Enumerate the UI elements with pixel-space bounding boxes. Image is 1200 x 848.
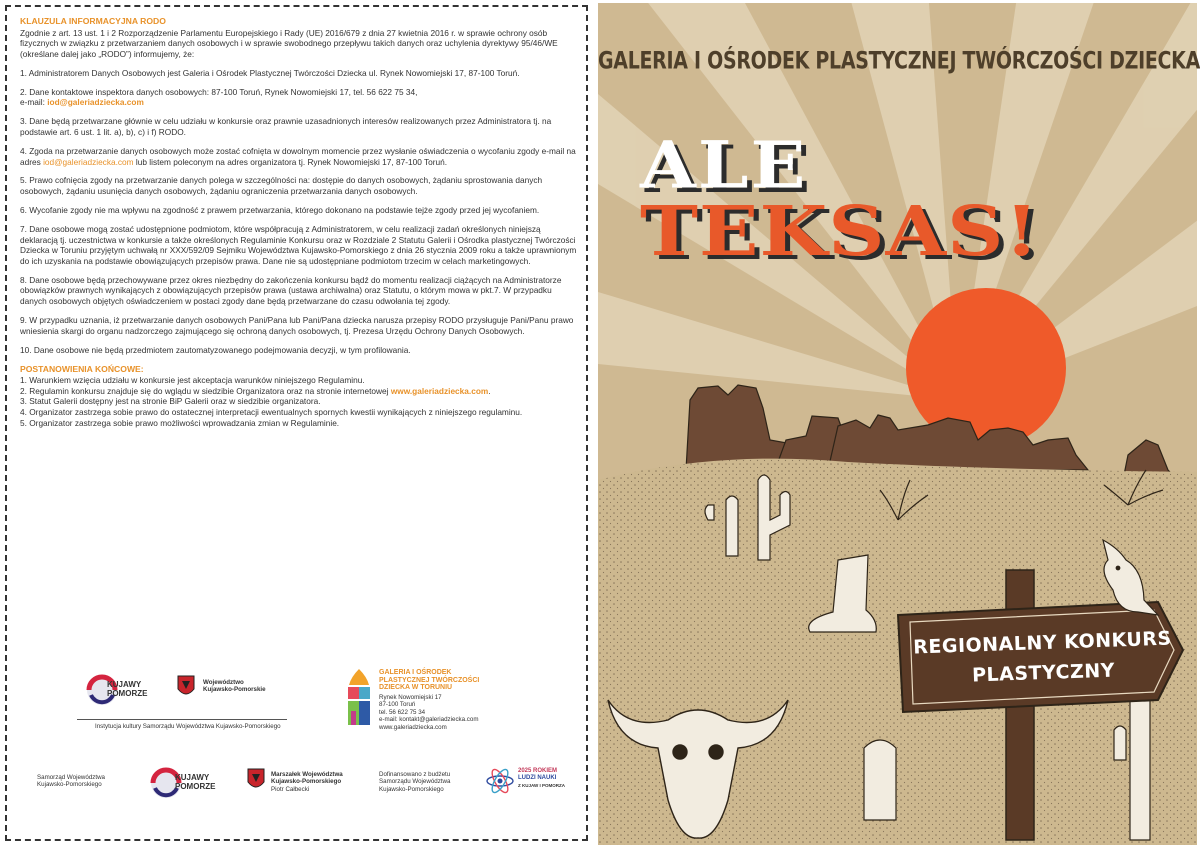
rodo-p3: 3. Dane będą przetwarzane głównie w celu udziału w konkursie oraz prawnie uzasadnionych interesów realizowanych przez Administratora tj. na podstawie art. 6 ust. 1 lit. a), b), c) i f) RODO. — [20, 116, 552, 137]
iod-email-link-2[interactable]: iod@galeriadziecka.com — [43, 156, 134, 167]
atom-icon — [485, 766, 515, 796]
rodo-p8: 8. Dane osobowe będą przechowywane przez okres niezbędny do zakończenia konkursu bądź do momentu realizacji ciążących na Administratorze obowiązków prawnych wynikających z obowiązujących przepisów prawa (ustawa archiwalna) oraz Statutu, o którym mowa w pkt.7. W przypadku danych osobowych objętych oświadczeniem w postaci zgody dane będą przetwarzane do czasu odwołania tej zgody. — [20, 274, 562, 306]
logo-divider — [77, 719, 287, 720]
voivodeship-crest-icon — [177, 675, 195, 699]
gal-tel: tel. 56 622 75 34 — [379, 708, 426, 716]
gal-addr-2: 87-100 Toruń — [379, 701, 416, 709]
rodo-p2-email-label: e-mail: — [20, 97, 48, 108]
rodo-p2 — [20, 87, 580, 108]
woj-line-2: Kujawsko-Pomorskie — [203, 686, 266, 694]
rodo-intro: Zgodnie z art. 13 ust. 1 i 2 Rozporządzenie Parlamentu Europejskiego i Rady (UE) 2016/679 z dnia 27 kwietnia 2016 r. w sprawie ochrony osób fizycznych w związku z przetwarzaniem danych osobowych i w sprawie swobodnego przepływu takich danych oraz uchylenia dyrektywy 95/46/WE (określane dalej jako „RODO”) informujemy, że: — [20, 27, 558, 59]
term-2-text: 2. Regulamin konkursu znajduje się do wglądu w siedzibie Organizatora oraz na stronie internetowej — [20, 385, 391, 396]
kp-logo-2-text — [175, 773, 215, 791]
logos-row-2 — [37, 762, 587, 812]
rok-2: LUDZI NAUKI — [518, 775, 557, 781]
contest-sign — [897, 623, 1189, 693]
rodo-heading: KLAUZULA INFORMACYJNA RODO — [20, 16, 166, 26]
marszalek-1: Marszałek Województwa — [271, 771, 343, 778]
marszalek-2: Kujawsko-Pomorskiego — [271, 778, 342, 786]
gal-www[interactable]: www.galeriadziecka.com — [379, 723, 447, 731]
kp2-line-1: KUJAWY — [175, 773, 210, 782]
voivodeship-label — [203, 679, 266, 694]
headline-ale: ALE — [640, 126, 808, 203]
kp-logo-text — [107, 680, 147, 698]
iod-email-link[interactable]: iod@galeriadziecka.com — [47, 97, 144, 108]
term-3: 3. Statut Galerii dostępny jest na stronie BiP Galerii oraz w siedzibie organizatora. — [20, 396, 321, 407]
samorzad-1: Samorząd Województwa — [37, 774, 105, 781]
kp-line-2: POMORZE — [107, 689, 148, 698]
headline-teksas: TEKSAS! — [640, 191, 1040, 272]
rok-3: Z KUJAW I POMORZA — [518, 783, 565, 788]
samorzad-label — [37, 774, 105, 789]
dofin-3: Kujawsko-Pomorskiego — [379, 785, 444, 793]
woj-line-1: Województwo — [203, 679, 244, 686]
sign-line-1: REGIONALNY KONKURS — [912, 627, 1173, 659]
gal-email[interactable]: e-mail: kontakt@galeriadziecka.com — [379, 716, 479, 724]
term-2 — [20, 386, 580, 397]
rok-1: 2025 ROKIEM — [518, 768, 558, 774]
kp-line-1: KUJAWY — [107, 680, 142, 689]
rodo-p4 — [20, 146, 580, 167]
gallery-address — [379, 694, 478, 731]
science-year-label — [518, 768, 565, 790]
rodo-panel — [5, 5, 588, 841]
rodo-p5: 5. Prawo cofnięcia zgody na przetwarzanie danych polega w szczególności na: dostępie do danych osobowych, żądaniu sprostowania danych osobowych, żądaniu usunięcia danych osobowych, żądaniu ograniczenia przetwarzania danych osobowych. — [20, 175, 543, 197]
rodo-p2-text: 2. Dane kontaktowe inspektora danych osobowych: 87-100 Toruń, Rynek Nowomiejski 17, tel. 56 622 75 34, — [20, 86, 418, 97]
rodo-p4-text-2: lub listem poleconym na adres organizatora tj. Rynek Nowomiejski 17, 87-100 Toruń. — [133, 156, 448, 167]
marszalek-3: Piotr Całbecki — [271, 785, 310, 793]
gal-name-3: DZIECKA W TORUNIU — [379, 684, 453, 692]
gal-name-2: PLASTYCZNEJ TWÓRCZOŚCI — [379, 676, 480, 684]
term-2-end: . — [488, 385, 491, 396]
gal-addr-1: Rynek Nowomiejski 17 — [379, 694, 442, 701]
dofin-2: Samorządu Województwa — [379, 778, 451, 786]
gallery-logo-icon — [345, 667, 373, 729]
gal-name-1: GALERIA I OŚRODEK — [379, 669, 452, 676]
rodo-p7: 7. Dane osobowe mogą zostać udostępnione podmiotom, które współpracują z Administratorem, w celu realizacji zadań określonych niniejszą deklaracją tj. uczestnictwa w konkursie a także określonych Regulaminie Konkursu oraz w Rozdziale 2 Statutu Galerii i Ośrodka plastycznej Twórczości Dziecka w Toruniu przyjętym uchwałą nr XXX/592/09 Sejmiku Województwa Kujawsko-Pomorskiego z dnia 26 stycznia 2009 roku a także uprawnionym do ich uzyskania na podstawie obowiązujących przepisów prawa. Dane nie są udostępniane podmiotom trzecim w celach marketingowych. — [20, 224, 577, 266]
terms-heading: POSTANOWIENIA KOŃCOWE: — [20, 363, 144, 374]
gallery-title: GALERIA I OŚRODEK PLASTYCZNEJ TWÓRCZOŚCI DZIECKA — [598, 47, 1200, 75]
final-terms — [20, 364, 580, 429]
instytucja-label: Instytucja kultury Samorządu Województwa Kujawsko-Pomorskiego — [95, 723, 281, 730]
marshal-label — [271, 771, 343, 793]
rodo-p6: 6. Wycofanie zgody nie ma wpływu na zgodność z prawem przetwarzania, którego dokonano na podstawie tejże zgody przed jej wycofaniem. — [20, 205, 540, 216]
term-1: 1. Warunkiem wzięcia udziału w konkursie jest akceptacja warunków niniejszego Regulaminu. — [20, 375, 365, 386]
term-4: 4. Organizator zastrzega sobie prawo do ostatecznej interpretacji ewentualnych spornych kwestii wynikających z niniejszego regulaminu. — [20, 406, 523, 417]
gallery-name — [379, 669, 479, 692]
rodo-p10: 10. Dane osobowe nie będą przedmiotem zautomatyzowanego podejmowania decyzji, w tym profilowania. — [20, 344, 411, 355]
sign-line-2: PLASTYCZNY — [971, 659, 1116, 687]
website-link[interactable]: www.galeriadziecka.com — [390, 385, 489, 396]
kp2-line-2: POMORZE — [175, 782, 216, 791]
dofin-1: Dofinansowano z budżetu — [379, 771, 451, 778]
logos-row-1 — [77, 667, 577, 737]
rodo-p9: 9. W przypadku uznania, iż przetwarzanie danych osobowych Pani/Pana lub Pani/Pana dziecka narusza przepisy RODO przysługuje Pani/Panu prawo wniesienia skargi do organu nadzorczego zajmującego się ochroną danych osobowych, tj. Prezesa Urzędu Ochrony Danych Osobowych. — [20, 314, 574, 336]
dofinansowano-label — [379, 771, 450, 793]
rodo-text — [20, 16, 580, 428]
rodo-p4-text: 4. Zgoda na przetwarzanie danych osobowych może zostać cofnięta w dowolnym momencie przez wysłanie oświadczenia o wycofaniu zgody e-mail na adres — [20, 145, 576, 167]
poster-panel — [598, 0, 1200, 848]
marshal-crest-icon — [247, 768, 265, 792]
term-5: 5. Organizator zastrzega sobie prawo możliwości wprowadzania zmian w Regulaminie. — [20, 417, 340, 428]
rodo-p1: 1. Administratorem Danych Osobowych jest Galeria i Ośrodek Plastycznej Twórczości Dziecka ul. Rynek Nowomiejski 17, 87-100 Toruń. — [20, 67, 520, 78]
samorzad-2: Kujawsko-Pomorskiego — [37, 781, 102, 789]
